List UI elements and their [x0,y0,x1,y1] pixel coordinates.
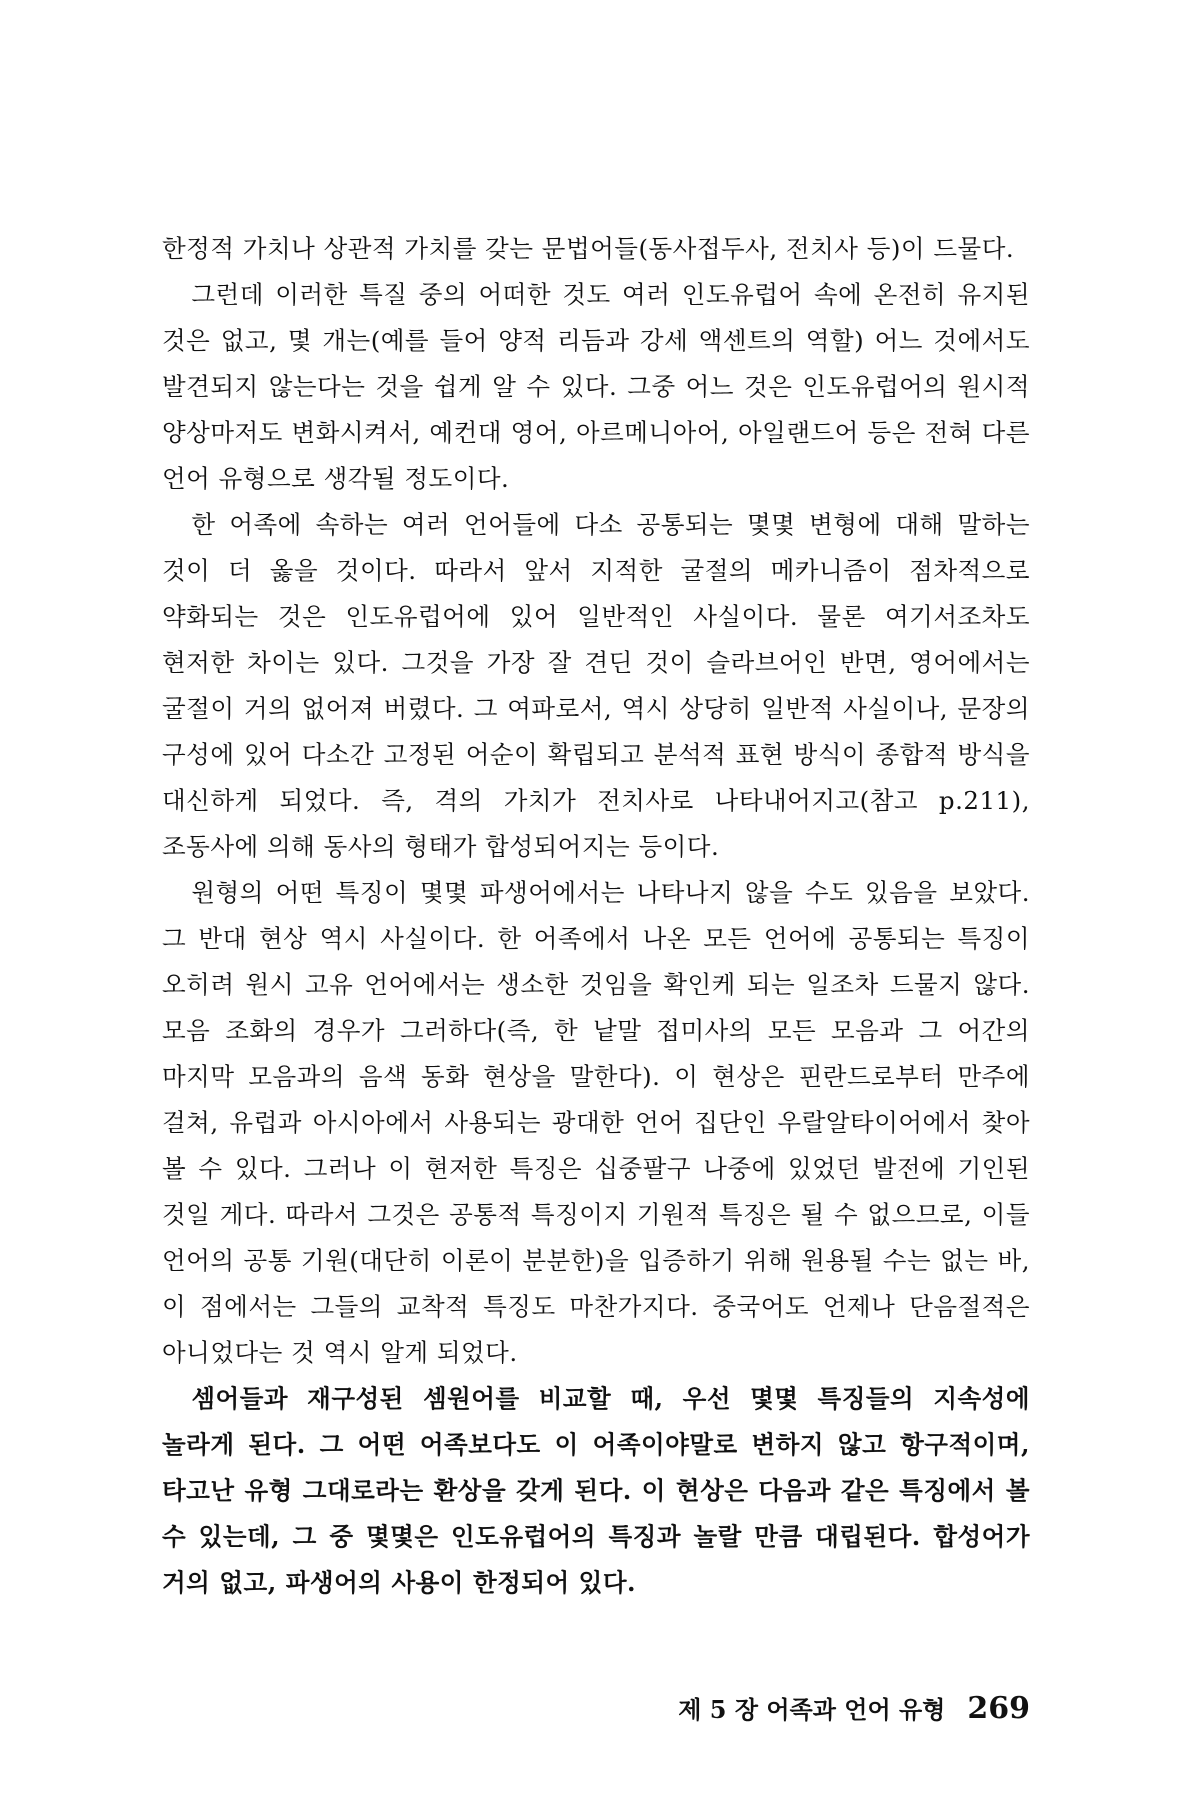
running-footer [620,1690,1030,1726]
paragraph-3: 한 어족에 속하는 여러 언어들에 다소 공통되는 몇몇 변형에 대해 말하는 것이 더 옳을 것이다. 따라서 앞서 지적한 굴절의 메카니즘이 점차적으로 약화되는 것은 인도유럽어에 있어 일반적인 사실이다. 물론 여기서조차도 현저한 차이는 있다. 그것을 가장 잘 견딘 것이 슬라브어인 반면, 영어에서는 굴절이 거의 없어져 버렸다. 그 여파로서, 역시 상당히 일반적 사실이나, 문장의 구성에 있어 다소간 고정된 어순이 확립되고 분석적 표현 방식이 종합적 방식을 대신하게 되었다. 즉, 격의 가치가 전치사로 나타내어지고(참고 p.211), 조동사에 의해 동사의 형태가 합성되어지는 등이다. [162,510,1030,861]
paragraph-5: 셈어들과 재구성된 셈원어를 비교할 때, 우선 몇몇 특징들의 지속성에 놀라게 된다. 그 어떤 어족보다도 이 어족이야말로 변하지 않고 항구적이며, 타고난 유형 그대로라는 환상을 갖게 된다. 이 현상은 다음과 같은 특징에서 볼 수 있는데, 그 중 몇몇은 인도유럽어의 특징과 놀랄 만큼 대립된다. 합성어가 거의 없고, 파생어의 사용이 한정되어 있다. [162,1384,1030,1597]
body-text [162,226,1030,1606]
paragraph-4: 원형의 어떤 특징이 몇몇 파생어에서는 나타나지 않을 수도 있음을 보았다. 그 반대 현상 역시 사실이다. 한 어족에서 나온 모든 언어에 공통되는 특징이 오히려 원시 고유 언어에서는 생소한 것임을 확인케 되는 일조차 드물지 않다. 모음 조화의 경우가 그러하다(즉, 한 낱말 접미사의 모든 모음과 그 어간의 마지막 모음과의 음색 동화 현상을 말한다). 이 현상은 핀란드로부터 만주에 걸쳐, 유럽과 아시아에서 사용되는 광대한 언어 집단인 우랄알타이어에서 찾아 볼 수 있다. 그러나 이 현저한 특징은 십중팔구 나중에 있었던 발전에 기인된 것일 게다. 따라서 그것은 공통적 특징이지 기원적 특징은 될 수 없으므로, 이들 언어의 공통 기원(대단히 이론이 분분한)을 입증하기 위해 원용될 수는 없는 바, 이 점에서는 그들의 교착적 특징도 마찬가지다. 중국어도 언제나 단음절적은 아니었다는 것 역시 알게 되었다. [162,878,1030,1367]
paragraph-2: 그런데 이러한 특질 중의 어떠한 것도 여러 인도유럽어 속에 온전히 유지된 것은 없고, 몇 개는(예를 들어 양적 리듬과 강세 액센트의 역할) 어느 것에서도 발견되지 않는다는 것을 쉽게 알 수 있다. 그중 어느 것은 인도유럽어의 원시적 양상마저도 변화시켜서, 예컨대 영어, 아르메니아어, 아일랜드어 등은 전혀 다른 언어 유형으로 생각될 정도이다. [162,280,1030,493]
chapter-title: 제 5 장 어족과 언어 유형 [678,1695,946,1724]
page-number: 269 [967,1691,1030,1726]
paragraph-1: 한정적 가치나 상관적 가치를 갖는 문법어들(동사접두사, 전치사 등)이 드물다. [162,234,1015,263]
